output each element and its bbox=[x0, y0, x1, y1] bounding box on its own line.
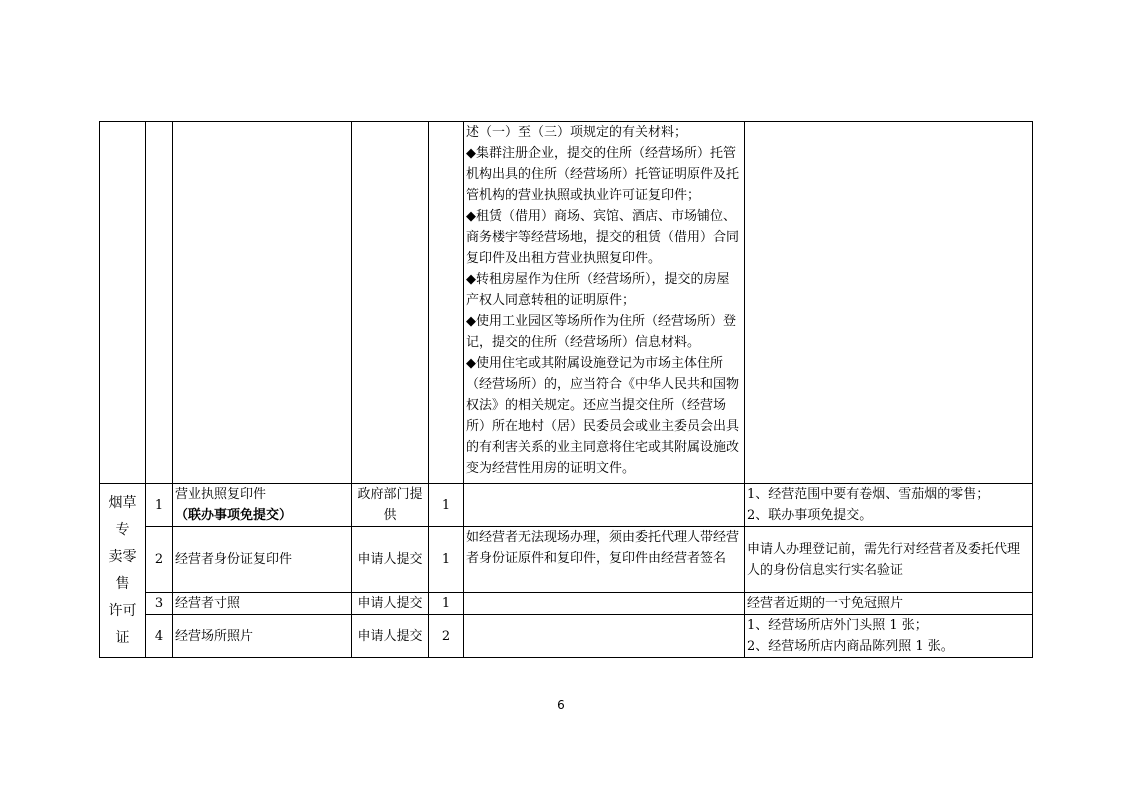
category-line: 烟草专 bbox=[108, 494, 137, 538]
materials-table bbox=[99, 121, 1033, 658]
requirement-line: ◆使用工业园区等场所作为住所（经营场所）登记，提交的住所（经营场所）信息材料。 bbox=[466, 314, 736, 350]
material-cell-empty bbox=[173, 122, 352, 484]
remark-line: 1、经营场所店外门头照 1 张； bbox=[747, 618, 928, 633]
material-cell: 经营场所照片 bbox=[173, 615, 352, 658]
source-cell: 政府部门提供 bbox=[352, 484, 429, 527]
remark-line: 申请人办理登记前，需先行对经营者及委托代理人的身份信息实行实名验证 bbox=[747, 541, 1021, 578]
requirement-line: ◆使用住宅或其附属设施登记为市场主体住所（经营场所）的，应当符合《中华人民共和国物权法》的相关规定。还应当提交住所（经营场所）所在地村（居）民委员会或业主委员会出具的有利害关系的业主同意将住宅或其附属设施改变为经营性用房的证明文件。 bbox=[466, 356, 740, 476]
remarks-cell-empty bbox=[745, 122, 1033, 484]
category-line: 许可证 bbox=[108, 602, 137, 646]
category-line: 卖零售 bbox=[108, 548, 137, 592]
remark-line: 2、联办事项免提交。 bbox=[747, 508, 873, 523]
count-cell: 1 bbox=[429, 593, 464, 615]
material-cell: 经营者身份证复印件 bbox=[173, 527, 352, 593]
source-cell: 申请人提交 bbox=[352, 527, 429, 593]
material-cell bbox=[173, 484, 352, 527]
count-cell: 2 bbox=[429, 615, 464, 658]
remarks-cell bbox=[745, 593, 1033, 615]
remark-line: 1、经营范围中要有卷烟、雪茄烟的零售； bbox=[747, 487, 990, 502]
remark-line: 2、经营场所店内商品陈列照 1 张。 bbox=[747, 639, 954, 654]
material-note: （联办事项免提交） bbox=[175, 508, 293, 523]
table-row bbox=[100, 484, 1033, 527]
count-cell: 1 bbox=[429, 484, 464, 527]
source-cell-empty bbox=[352, 122, 429, 484]
requirement-line: ◆转租房屋作为住所（经营场所），提交的房屋产权人同意转租的证明原件； bbox=[466, 272, 730, 308]
remarks-cell bbox=[745, 615, 1033, 658]
count-cell: 1 bbox=[429, 527, 464, 593]
table-row bbox=[100, 593, 1033, 615]
continuation-row bbox=[100, 122, 1033, 484]
remarks-cell bbox=[745, 527, 1033, 593]
index-cell: 2 bbox=[146, 527, 173, 593]
material-cell: 经营者寸照 bbox=[173, 593, 352, 615]
category-cell-empty bbox=[100, 122, 146, 484]
index-cell: 4 bbox=[146, 615, 173, 658]
index-cell-empty bbox=[146, 122, 173, 484]
requirement-line: ◆集群注册企业，提交的住所（经营场所）托管机构出具的住所（经营场所）托管证明原件及托管机构的营业执照或执业许可证复印件； bbox=[466, 146, 740, 203]
requirement-cell bbox=[464, 593, 745, 615]
table-row bbox=[100, 527, 1033, 593]
index-cell: 3 bbox=[146, 593, 173, 615]
remark-line: 经营者近期的一寸免冠照片 bbox=[747, 596, 904, 611]
requirement-line: ◆租赁（借用）商场、宾馆、酒店、市场铺位、商务楼宇等经营场地，提交的租赁（借用）合同复印件及出租方营业执照复印件。 bbox=[466, 209, 740, 266]
index-cell: 1 bbox=[146, 484, 173, 527]
table-row bbox=[100, 615, 1033, 658]
category-cell bbox=[100, 484, 146, 658]
count-cell-empty bbox=[429, 122, 464, 484]
requirement-cell: 如经营者无法现场办理，须由委托代理人带经营者身份证原件和复印件，复印件由经营者签名 bbox=[464, 527, 745, 593]
remarks-cell bbox=[745, 484, 1033, 527]
source-cell: 申请人提交 bbox=[352, 615, 429, 658]
requirement-cell bbox=[464, 122, 745, 484]
requirement-cell bbox=[464, 484, 745, 527]
material-name: 营业执照复印件 bbox=[175, 487, 267, 502]
source-cell: 申请人提交 bbox=[352, 593, 429, 615]
requirement-line: 述（一）至（三）项规定的有关材料； bbox=[466, 125, 688, 140]
page-number: 6 bbox=[557, 698, 565, 712]
requirement-cell bbox=[464, 615, 745, 658]
